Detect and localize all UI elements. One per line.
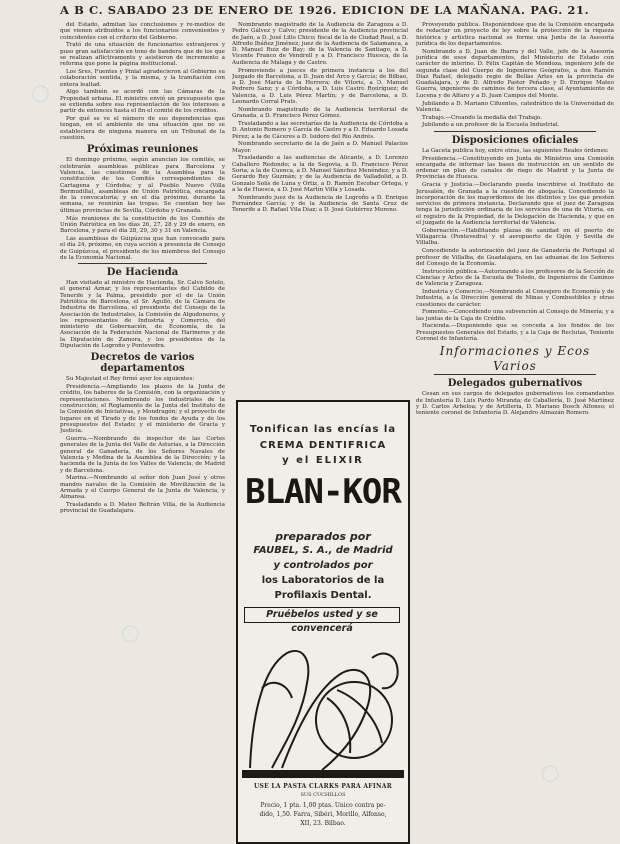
paragraph: Gracia y Justicia.—Declarando pueda inscribirse el Instituto de Jerusalén, de Granada a la cuestión de abogacía. Concediendo la incorporación de los mayordomos de los distintos y los que presten servicios de primera instancia. Declarando que el juez de Zaragoza tenga la jurisdicción ordinaria de los servicios de una de Vitoria, en el registro de la Propiedad, de la Delegación de Hacienda, y que en el juzgado de la Audiencia territorial de Valencia. xyxy=(416,182,614,227)
paragraph: Los Sres. Fuentes y Pinial agradecieron al Gobierno su colaboración sentida, y la misma, y la tramitación con entera lealtad. xyxy=(60,69,225,88)
divider xyxy=(434,131,596,132)
paragraph: Promoviendo a jueces de primera instancia a los del Juzgado de Barcelona, a D. Juan del Arco y García; de Bilbao, a D. José María de la Herrera; de Vitoria, a D. Manuel Pedrero Sanz; y a Córdoba, a D. Luis Castro Rodríguez; de Valencia, a D. Luis Pérez Martín; y de Barcelona, a D. Leonardo Corral Prats. xyxy=(232,67,408,106)
page-header: A B C. SABADO 23 DE ENERO DE 1926. EDICION DE LA MAÑANA. PAG. 21. xyxy=(60,3,590,17)
ad-text: CREMA DENTIFRICA xyxy=(259,440,387,451)
paragraph: El domingo próximo, según anuncian los comités, se celebrarán asambleas públicas para Barcelona y Valencia, las cuestiones de la Asamblea para la constitución de los Comités correspondientes de Cartagena y Córdoba; y al Pueblo Nuevo (Villa Bermudilla), asambleas de Unión Patriótica, encargada de la convocatoria; y en el día próximo, durante la semana, se reunirán las tropas. Se cuentan hoy las últimas provincias de Sevilla, Córdoba y Granada. xyxy=(60,157,225,214)
ad-text: preparados por xyxy=(275,530,371,543)
paragraph: Instrucción pública.—Autorizando a los profesores de la Sección de Ciencias y Artes de la Escuela de Toledo, de Ingenieros de Caminos de Valencia y Zaragoza. xyxy=(416,268,614,288)
ad-text: FAUBEL, S. A., de Madrid xyxy=(253,545,393,556)
paragraph: Industria y Comercio.—Nombrando al Consejero de Economía y de Industria, a la Dirección general de Minas y Combustibles y otras cuestiones de carácter. xyxy=(416,288,614,308)
paragraph: del Estado, admitan las conclusiones y re-medios de que vienen atribuídos a los funcionarios convenientes y coincidentes con el criterio del Gobierno. xyxy=(60,22,225,41)
divider xyxy=(434,374,596,375)
ad-small-text: USE LA PASTA CLARKS PARA AFINAR xyxy=(253,783,392,790)
paragraph: Trasladando a D. Mateo Beltrán Villa, de la Audiencia provincial de Guadalajara. xyxy=(60,502,225,515)
paragraph: La Gaceta publica hoy, entre otras, las siguientes Reales órdenes: xyxy=(422,147,609,154)
paragraph: Nombrando a D. Juan de Ibarra y del Valle, jefe de la Asesoría jurídica de esos departamentos, del Ministerio de Estado con carácter de interino. D. Félix Capitán de Mendoza, ingeniero jefe de segunda clase del Cuerpo de Ingenieros Geógrafos, a don Ramón Díaz Rafael, delegado regio de Bellas Artes en la provincia de Guadalajara, y de D. Alfredo Pastor Peñado y D. Enrique Mateo Guerra, ingenieros de caminos de tercera clase, al Ayuntamiento de Lucena y de Alfaro y a D. Juan Campos del Monte. xyxy=(416,48,614,99)
section-heading: Próximas reuniones xyxy=(86,144,199,156)
paragraph: Concediendo la autorización del juez de Ganadería de Portugal al profesor de Villalba, de Guadalajara, en las aduanas de los Señores del Consejo de la Economía. xyxy=(416,248,614,267)
ad-small-text: dido, 1,50. Farra, Sibéri, Morillo, Alfonso, xyxy=(259,811,387,818)
paragraph: Nombrando magistrado de la Audiencia de Zaragoza a D. Pedro Gálvez y Calvo; presidente de la Audiencia provincial de Jaén, a D. José Lillo Chico; fiscal de la de Ciudad Real, a D. Alfredo Ibáñez Jiménez; juez de la Audiencia de Salamanca, a D. Manuel Ruiz de Bay; de la Valencia de Santiago, a D. Vicente Franco de Vendrell y a D. Francisco Huesca, de la Audiencia de Málaga y de Castro. xyxy=(232,22,408,66)
section-heading: Disposiciones oficiales xyxy=(451,134,579,146)
ad-small-text: XII, 23. Bilbao. xyxy=(300,820,346,827)
ad-illustration xyxy=(242,628,404,778)
paragraph: Trasladando a las audiencias de Alicante, a D. Lorenzo Caballero Redondo; a la de Segovia, a D. Francisco Pérez Soria; a la de Cuenca, a D. Manuel Sánchez Menéndez; y a D. Gerardo Rey Guzmán; y de la Audiencia de Valladolid, a D. Gonzalo Solís de Luna y Ortiz, a D. Ramón Escobar Ortega, y a la de Huesca, a D. José Martín Villa y Losada. xyxy=(232,155,408,193)
paragraph: Presidencia.—Ampliando los plazos de la Junta de crédito, los haberes de la Comisión, con la organización y representaciones. Nombrando los industriales de la construcción; el Reglamento de la Junta del Instituto de la Comisión de Iniciativas, y Mondragón; y el proyecto de lugares en el Tirado y de los fondos de Ayuda y de los presupuestos del Estado; y el ministerio de Gracia y Justicia. xyxy=(60,384,225,435)
ad-small-text: Precio, 1 pta. 1,00 ptas. Unico contra pe- xyxy=(260,802,386,809)
paragraph: Proveyendo pública. Disponiéndose que de la Comisión encargada de redactar un proyecto de ley sobre la protección de la riqueza histórica y artística nacional se forme una Junta de la Asesoría jurídica de los departamentos. xyxy=(416,22,614,47)
paragraph: Cesan en sus cargos de delegados gubernativos los comandantes de Infantería D. Luis Pardo Miranda; de Caballería, D. José Martínez y D. Carlos Arbeloa; y de Artillería, D. Mariano Bosch Alfonso; el teniente coronel de Infantería D. Alejandro Almazán Romero. xyxy=(416,391,614,417)
paragraph: Gobernación.—Habilitando plazas de sanidad en el puerto de Villagarcía (Pontevedra) y el aeropuerto de Gijón y Sevilla de Villalba. xyxy=(416,227,614,247)
watermark: ○ xyxy=(514,316,547,349)
section-heading: Delegados gubernativos xyxy=(447,378,583,390)
paragraph: Las asambleas de Guipúzcoa que han convocado para el día 24, próximo, en cuya acción a presencia de Consejo de Guipúzcoa, el presidente de los miembros del Consejo de la Economía Nacional. xyxy=(60,235,225,261)
paragraph: Trató de una situación de funcionarios extranjeros y puso gran satisfacción en tono de bandera que de los que se realizan aflictivamente y asistieron de incremento a reforma que pone la página institucional. xyxy=(60,42,225,68)
paragraph: Jubilando a un profesor de la Escuela Industrial. xyxy=(422,122,560,129)
watermark: ○ xyxy=(114,616,147,649)
ad-slogan-box: Pruébelos usted y se convencerá xyxy=(244,607,400,623)
advertisement xyxy=(236,400,410,844)
paragraph: Presidencia.—Constituyendo en Junta de Ministros una Comisión encargada de informar las bases de instrucción en un sentido de ordenar un plan de canales de riego de Madrid y la Junta de Provincias de Huesca. xyxy=(416,155,614,181)
ad-text: Tonifican las encías la xyxy=(249,424,397,435)
paragraph: Su Majestad el Rey firmó ayer los siguientes: xyxy=(66,376,195,383)
column-right xyxy=(416,22,614,837)
paragraph: Guerra.—Nombrando de inspector de las Cortes generales de la Junta del Valle de Asturias, a la Dirección general de Ganadería, de los Señores Navales de Valencia y Medina de la Asamblea de la Dirección; y la hacienda de la Junta de los Valles de Valencia, de Madrid y de Barcelona. xyxy=(60,436,225,474)
paragraph: Más reuniones de la constitución de los Comités de Unión Patriótica en los días 26, 27, 28 y 29 de enero, en Barcelona, y para el día 28, 29, 30 y 31 en Valencia. xyxy=(60,215,225,235)
paragraph: Hacienda.—Disponiendo que se conceda a los fondos de los Presupuestos Generales del Estado, y a la Caja de Reclutas, Teniente Coronel de Infantería. xyxy=(416,323,614,343)
column-left xyxy=(60,22,225,837)
paragraph: Trabajo.—Creando la medalla del Trabajo. xyxy=(422,114,542,121)
paragraph: Por qué se ve el número de sus dependencias que tengan, en el ambiente de una situación que no se estableciera de ninguna manera en un Tribunal de la cuestión. xyxy=(60,116,225,142)
paragraph: Nombrando secretario de la de Jaén a D. Manuel Palacios Mayor. xyxy=(232,141,408,154)
paragraph: Jubilando a D. Mariano Cifuentes, catedrático de la Universidad de Valencia. xyxy=(416,100,614,113)
paragraph: Fomento.—Concediendo una subvención al Consejo de Minería; y a las juntas de la Caja de Crédito. xyxy=(416,309,614,322)
paragraph: Trasladando a las secretarías de la Audiencia de Córdoba a D. Antonio Romero y García de Castro y a D. Eduardo Losada Pérez; a la de Cáceres a D. Isidoro del Río Andrés. xyxy=(232,120,408,140)
ad-text: y el ELIXIR xyxy=(282,455,364,466)
section-heading: Informaciones y Ecos xyxy=(439,344,591,359)
paragraph: Han visitado al ministro de Hacienda, Sr. Calvo Sotelo, el general Aznar, y los representantes del Cabildo de Tenerife y la Palma, presidido por el de la Unión Patriótica de Barcelona, el Sr. Agulló, de la Cámara de Industria de Barcelona, el presidente del Consejo de la Asociación de Industriales, la Comisión de Algodoneros, y los representantes de Industria y Comercio, del ministerio de Gobernación, de Economía, de la Asociación de la Federación Nacional de Harineros y de la Diputación de Zamora, y los presidentes de la Diputación de Logroño y Pontevedra. xyxy=(60,280,225,350)
ad-small-text: SUS CUCHILLOS xyxy=(300,792,346,798)
section-heading: Decretos de varios departamentos xyxy=(90,352,195,375)
ad-text: los Laboratorios de la xyxy=(261,575,385,586)
paragraph: Marina.—Nombrando al señor don Juan José y otros mandos navales de la Comisión de Movilización de la Armada y el Cuerpo General de la Junta de Valencia, y Almansa. xyxy=(60,475,225,501)
watermark: ○ xyxy=(24,76,57,109)
section-heading: Varios xyxy=(493,359,537,374)
ad-brand: BLAN-KOR xyxy=(245,472,401,512)
ad-text: Profilaxis Dental. xyxy=(274,590,372,601)
paragraph: Algo también se acordó con las Cámaras de la Propiedad urbana. El ministro envió un presupuesto que se extienda sobre esa representación de los intereses a partir de entonces hasta el fin el comité de los créditos. xyxy=(60,89,225,115)
paragraph: Nombrando juez de la Audiencia de Logroño a D. Enrique Fernández García; y de la Audiencia de Santa Cruz de Tenerife a D. Rafael Vila Díaz; a D. José Gutiérrez Moreno. xyxy=(232,194,408,214)
watermark: ○ xyxy=(534,756,567,789)
watermark: ○ xyxy=(354,66,387,99)
paragraph: Nombrando magistrado de la Audiencia territorial de Granada, a D. Francisco Pérez Gómez. xyxy=(232,106,408,120)
divider xyxy=(78,263,207,264)
ad-text: y controlados por xyxy=(273,560,373,571)
section-heading: De Hacienda xyxy=(106,267,179,279)
